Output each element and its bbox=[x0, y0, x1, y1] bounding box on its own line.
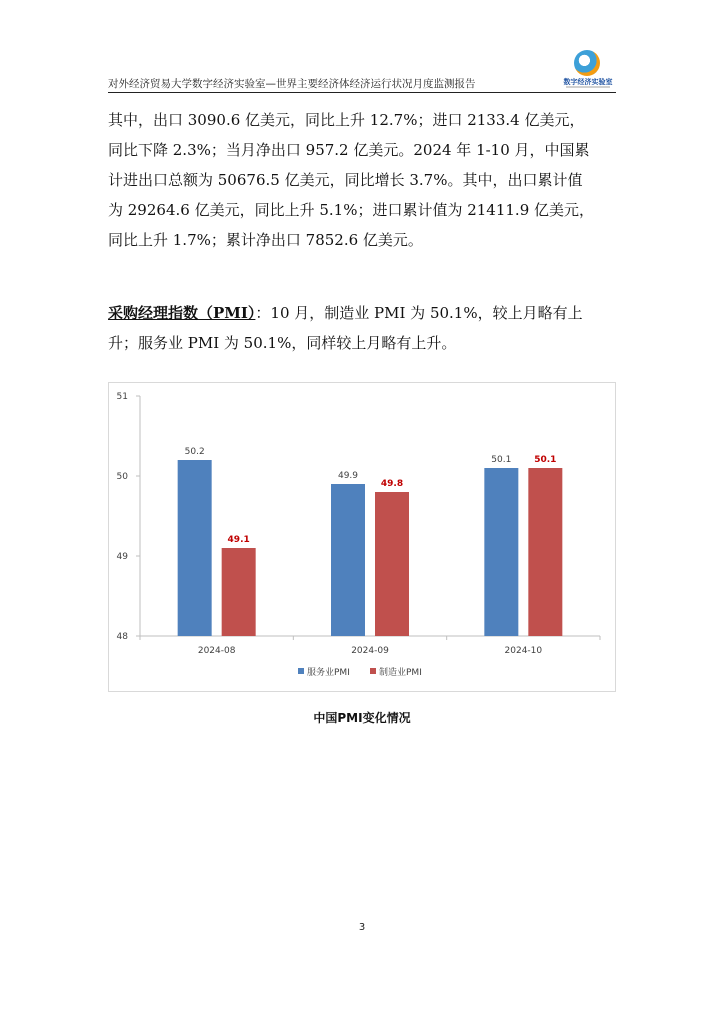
data-label: 50.1 bbox=[534, 455, 557, 465]
bar-services bbox=[178, 460, 212, 636]
logo-text: 数字经济实验室 bbox=[563, 78, 613, 86]
pmi-lead-heading: 采购经理指数（PMI） bbox=[108, 304, 256, 322]
bar-services bbox=[484, 468, 518, 636]
data-label: 50.1 bbox=[491, 455, 512, 465]
header-divider bbox=[108, 92, 616, 93]
paragraph-line: 同比下降 2.3%；当月净出口 957.2 亿美元。2024 年 1-10 月，中国累 bbox=[108, 141, 590, 159]
pmi-line1-text: ：10 月，制造业 PMI 为 50.1%，较上月略有上 bbox=[255, 304, 583, 322]
paragraph-line: 升；服务业 PMI 为 50.1%，同样较上月略有上升。 bbox=[108, 334, 457, 352]
x-tick-label: 2024-10 bbox=[504, 646, 543, 656]
data-label: 49.9 bbox=[337, 471, 359, 481]
data-label: 49.1 bbox=[227, 535, 250, 545]
x-tick-label: 2024-09 bbox=[351, 646, 389, 656]
y-tick-label: 50 bbox=[116, 472, 128, 482]
logo-emblem-icon bbox=[574, 50, 600, 76]
x-tick-label: 2024-08 bbox=[197, 646, 236, 656]
data-label: 50.2 bbox=[184, 447, 205, 457]
pmi-paragraph bbox=[108, 298, 616, 358]
paragraph-line bbox=[108, 298, 616, 328]
page-number: 3 bbox=[358, 922, 366, 933]
paragraph-line: 同比上升 1.7%；累计净出口 7852.6 亿美元。 bbox=[108, 231, 423, 249]
bar-manufacturing bbox=[222, 548, 256, 636]
paragraph-line: 为 29264.6 亿美元，同比上升 5.1%；进口累计值为 21411.9 亿美元， bbox=[108, 201, 595, 219]
page-header bbox=[108, 76, 616, 90]
paragraph-line: 计进出口总额为 50676.5 亿美元，同比增长 3.7%。其中，出口累计值 bbox=[108, 171, 583, 189]
chart-svg bbox=[108, 382, 616, 692]
logo-underline bbox=[566, 86, 610, 88]
bar-manufacturing bbox=[375, 492, 409, 636]
paragraph-line: 其中，出口 3090.6 亿美元，同比上升 12.7%；进口 2133.4 亿美元， bbox=[108, 111, 585, 129]
header-title: 对外经济贸易大学数字经济实验室—世界主要经济体经济运行状况月度监测报告 bbox=[108, 78, 476, 90]
lab-logo bbox=[560, 50, 616, 90]
trade-paragraph bbox=[108, 105, 616, 255]
y-tick-label: 51 bbox=[116, 392, 128, 402]
legend-manufacturing-label: 制造业PMI bbox=[379, 668, 422, 678]
legend-services-label: 服务业PMI bbox=[307, 668, 350, 678]
pmi-bar-chart bbox=[108, 382, 616, 692]
y-tick-label: 49 bbox=[116, 552, 128, 562]
chart-caption: 中国PMI变化情况 bbox=[313, 711, 411, 725]
legend-services-swatch bbox=[298, 668, 304, 674]
bar-manufacturing bbox=[528, 468, 562, 636]
data-label: 49.8 bbox=[380, 479, 404, 489]
y-tick-label: 48 bbox=[116, 632, 128, 642]
bar-services bbox=[331, 484, 365, 636]
legend-manufacturing-swatch bbox=[370, 668, 376, 674]
